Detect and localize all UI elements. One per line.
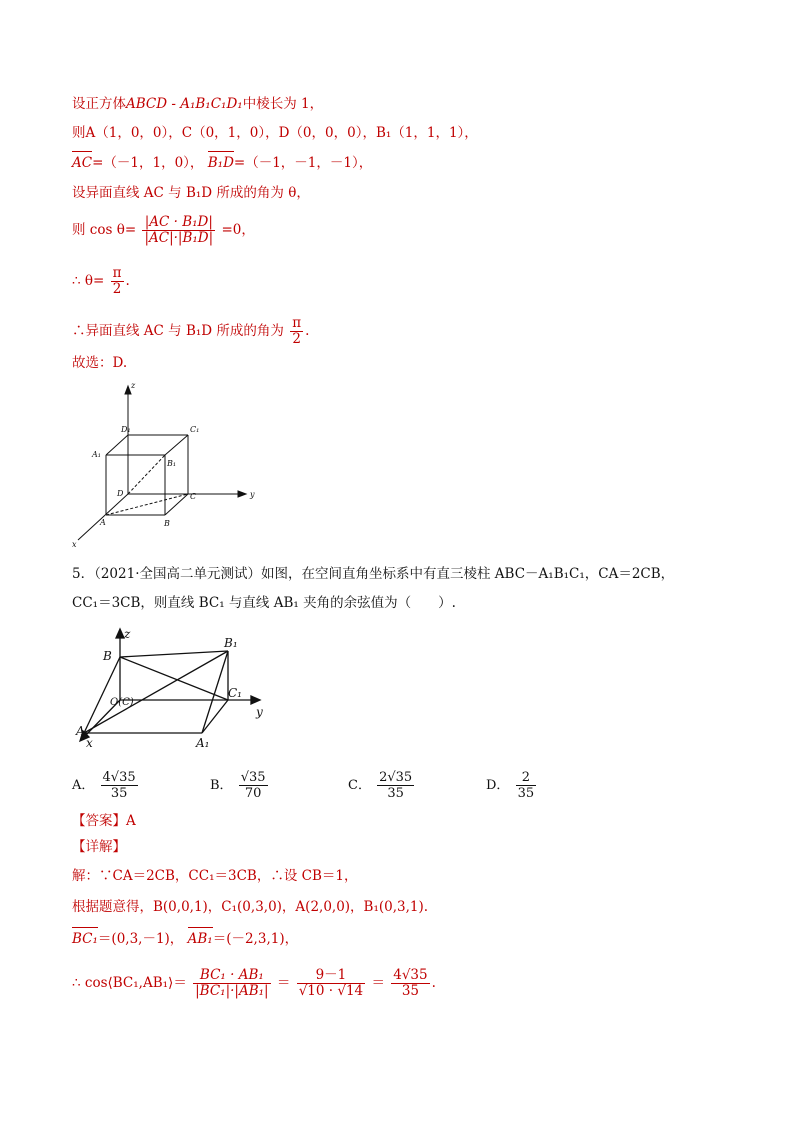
vector-value: =（－1，1，0）， bbox=[92, 155, 204, 171]
vertex-label-b: B bbox=[103, 649, 112, 663]
fraction-numerator: 4√35 bbox=[102, 770, 136, 785]
vertex-label-d: D bbox=[117, 489, 124, 498]
axis-label-y: y bbox=[256, 705, 263, 719]
diagonal-db1 bbox=[128, 455, 165, 494]
fraction-numerator: 4√35 bbox=[393, 967, 428, 983]
vertex-label-a: A bbox=[100, 518, 106, 527]
vertex-label-b: B bbox=[164, 519, 170, 528]
z-arrow-icon bbox=[116, 629, 124, 638]
vertex-label-a1: A₁ bbox=[196, 736, 210, 750]
segment-bc1 bbox=[120, 657, 228, 700]
solution-line-4: 设异面直线 AC 与 B₁D 所成的角为 θ， bbox=[72, 185, 310, 201]
vector-bc1: BC₁ bbox=[72, 931, 98, 947]
vector-ac: AC bbox=[72, 155, 93, 171]
edge-ba bbox=[84, 657, 120, 733]
option-letter: B． bbox=[210, 778, 233, 793]
option-fraction bbox=[516, 770, 537, 801]
option-d[interactable] bbox=[486, 770, 538, 801]
text-fragment: 则 bbox=[72, 125, 86, 141]
text-fragment: ∴异面直线 AC 与 B₁D 所成的角为 bbox=[72, 323, 284, 339]
solution-5-line-3 bbox=[72, 930, 298, 948]
fraction-numerator: π bbox=[112, 265, 122, 281]
angle-fraction bbox=[290, 316, 303, 347]
y-arrow-icon bbox=[238, 491, 246, 497]
cosine-fraction-step bbox=[297, 968, 365, 999]
fraction-numerator: 9－1 bbox=[297, 968, 365, 984]
coordinates: A（1，0，0），C（0，1，0），D（0，0，0），B₁（1，1，1）， bbox=[85, 125, 478, 141]
option-fraction bbox=[239, 770, 268, 801]
fraction-numerator: BC₁ · AB₁ bbox=[193, 968, 270, 984]
text-fragment: ∴ θ= bbox=[72, 273, 105, 289]
option-letter: D． bbox=[486, 778, 510, 793]
y-arrow-icon bbox=[251, 696, 260, 704]
option-a[interactable] bbox=[72, 770, 140, 801]
question-5-stem: 5．（2021·全国高二单元测试）如图，在空间直角坐标系中有直三棱柱 ABC－A₁B₁C₁，CA＝2CB， bbox=[72, 566, 675, 582]
fraction-numerator: 2 bbox=[516, 770, 537, 786]
solution-line-2 bbox=[72, 124, 478, 142]
fraction-denominator: 35 bbox=[401, 983, 420, 999]
answer-label: 【答案】A bbox=[72, 813, 136, 829]
x-axis bbox=[78, 494, 128, 540]
vertex-label-b1: B₁ bbox=[167, 459, 177, 468]
text-fragment: 中棱长为 1， bbox=[242, 96, 324, 112]
text-fragment: ＝ bbox=[276, 975, 291, 991]
edge-a1c1 bbox=[202, 700, 228, 733]
cube-name: ABCD - A₁B₁C₁D₁ bbox=[126, 96, 243, 112]
vector-value: ＝(－2,3,1)， bbox=[212, 931, 299, 947]
fraction-numerator: π bbox=[292, 315, 302, 331]
axis-label-x: x bbox=[86, 736, 93, 750]
text-fragment: . bbox=[125, 273, 130, 289]
fraction-numerator: 2√35 bbox=[379, 770, 413, 785]
vector-value: =（－1，－1，－1）， bbox=[233, 155, 373, 171]
question-5-stem-cont: CC₁＝3CB，则直线 BC₁ 与直线 AB₁ 夹角的余弦值为（ ）. bbox=[72, 595, 456, 611]
solution-choice: 故选：D. bbox=[72, 355, 128, 371]
axis-label-x: x bbox=[72, 540, 77, 549]
option-fraction bbox=[101, 770, 138, 801]
solution-line-1 bbox=[72, 95, 323, 113]
solution-line-6 bbox=[72, 266, 130, 297]
text-fragment: ∴ cos⟨BC₁,AB₁⟩＝ bbox=[72, 975, 187, 991]
fraction-denominator: √10 · √14 bbox=[298, 983, 364, 999]
edge-bb1 bbox=[120, 651, 228, 657]
solution-5-line-1: 解：∵CA＝2CB，CC₁＝3CB，∴设 CB＝1， bbox=[72, 868, 358, 884]
vector-value: ＝(0,3,－1)， bbox=[97, 931, 184, 947]
axis-label-z: z bbox=[131, 381, 136, 390]
angle-fraction bbox=[111, 266, 124, 297]
fraction-denominator: 2 bbox=[112, 281, 122, 297]
option-b[interactable] bbox=[210, 770, 270, 801]
option-c[interactable] bbox=[348, 770, 416, 801]
vertex-label-d1: D₁ bbox=[121, 425, 131, 434]
fraction-denominator: 35 bbox=[110, 786, 128, 801]
fraction-numerator: |AC · B₁D| bbox=[142, 215, 215, 231]
cube-diagram bbox=[68, 380, 268, 555]
option-letter: C． bbox=[348, 778, 371, 793]
fraction-denominator: 35 bbox=[517, 786, 535, 801]
option-fraction bbox=[377, 770, 414, 801]
option-letter: A． bbox=[72, 778, 95, 793]
text-fragment: . bbox=[431, 975, 436, 991]
vertex-label-c1: C₁ bbox=[190, 425, 200, 434]
fraction-denominator: 70 bbox=[244, 786, 262, 801]
text-fragment: 则 cos θ= bbox=[72, 222, 137, 238]
prism-diagram bbox=[72, 625, 282, 755]
fraction-denominator: |AC|·|B₁D| bbox=[144, 230, 214, 246]
detail-label: 【详解】 bbox=[72, 839, 126, 855]
vertex-label-c1: C₁ bbox=[228, 686, 242, 700]
solution-line-3 bbox=[72, 154, 372, 172]
fraction-denominator: 2 bbox=[292, 331, 301, 347]
cosine-fraction-result bbox=[391, 968, 429, 999]
fraction-denominator: |BC₁|·|AB₁| bbox=[195, 983, 269, 999]
vertex-label-c: C bbox=[190, 492, 197, 501]
solution-line-7 bbox=[72, 316, 309, 347]
vertex-label-b1: B₁ bbox=[224, 636, 238, 650]
cosine-fraction bbox=[193, 968, 270, 999]
vector-ab1: AB₁ bbox=[187, 931, 213, 947]
vertex-label-a1: A₁ bbox=[92, 450, 101, 459]
fraction-numerator: √35 bbox=[240, 770, 266, 785]
axis-label-z: z bbox=[124, 627, 131, 641]
edge-a1d1 bbox=[106, 435, 128, 455]
vertex-label-a: A bbox=[76, 724, 85, 738]
vertex-label-origin: O(C) bbox=[110, 697, 134, 708]
solution-line-5 bbox=[72, 215, 255, 246]
edge-c1b1 bbox=[165, 435, 188, 455]
vector-b1d: B₁D bbox=[207, 155, 234, 171]
solution-5-line-4 bbox=[72, 968, 436, 999]
solution-5-line-2: 根据题意得，B(0,0,1)，C₁(0,3,0)，A(2,0,0)，B₁(0,3,1). bbox=[72, 899, 429, 915]
fraction-denominator: 35 bbox=[387, 786, 404, 801]
text-fragment: . bbox=[305, 323, 310, 339]
axis-label-y: y bbox=[250, 490, 255, 499]
cosine-fraction bbox=[142, 215, 215, 246]
text-fragment: =0， bbox=[221, 222, 255, 238]
text-fragment: ＝ bbox=[371, 975, 385, 991]
text-fragment: 设正方体 bbox=[72, 96, 126, 112]
